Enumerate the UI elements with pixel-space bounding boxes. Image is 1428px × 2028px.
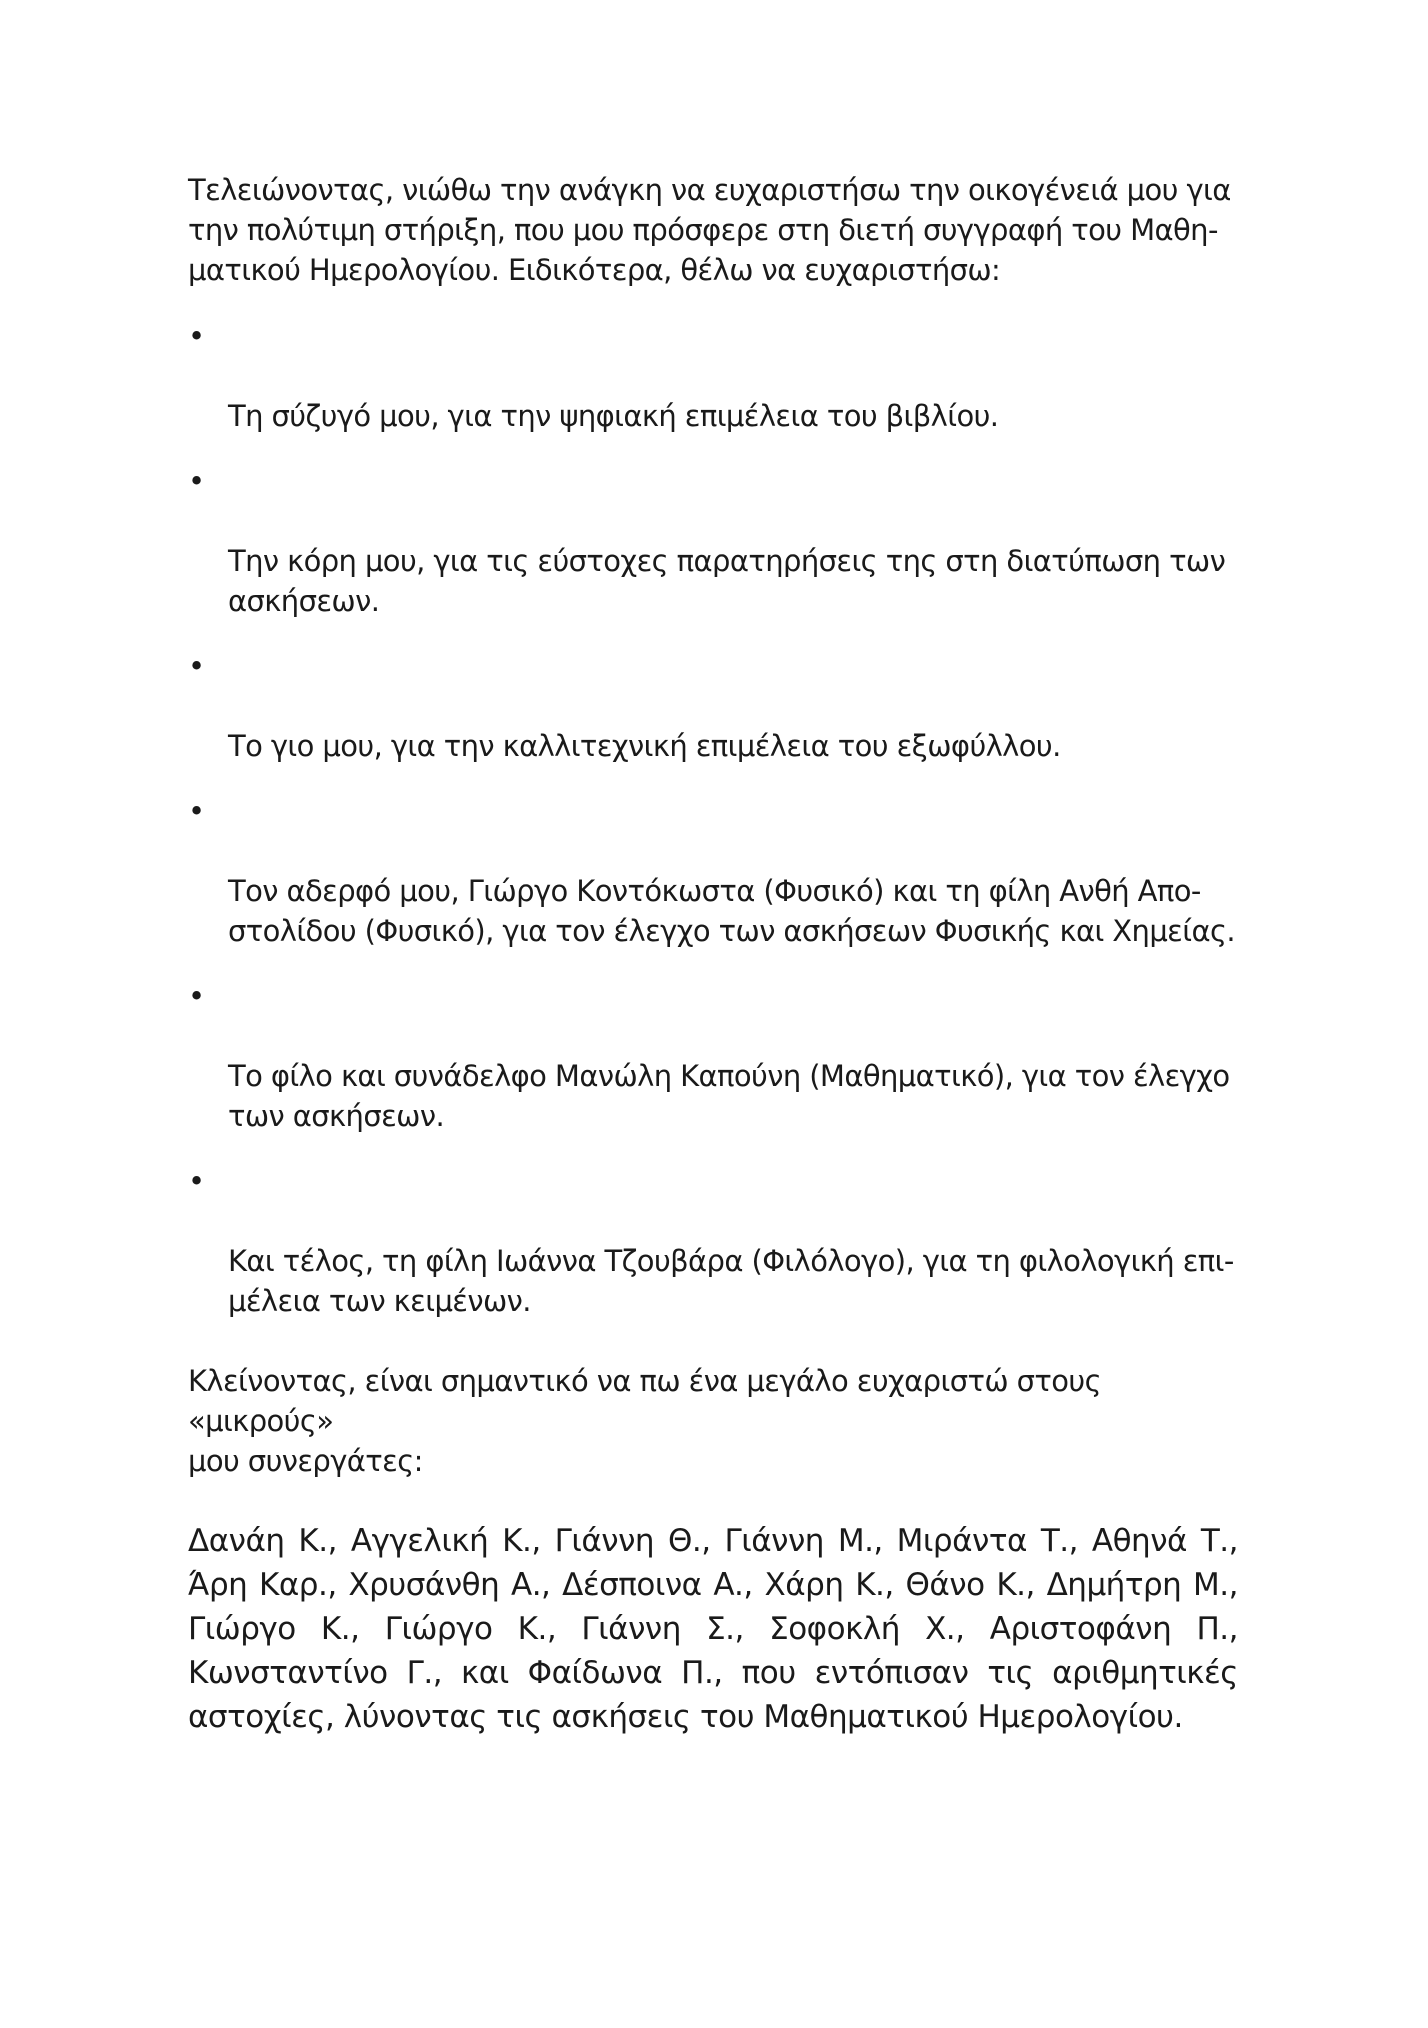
list-item-text: Και τέλος, τη φίλη Ιωάννα Τζουβάρα (Φιλόλογο), για τη φιλολογική επι- μέλεια των κειμένων. (228, 1244, 1234, 1318)
closing-paragraph: Κλείνοντας, είναι σημαντικό να πω ένα μεγάλο ευχαριστώ στους «μικρούς» μου συνεργάτες: (188, 1364, 1102, 1478)
list-item (188, 791, 1238, 951)
bullet-icon: • (188, 794, 205, 828)
list-item (188, 1161, 1238, 1321)
list-item-text: Το φίλο και συνάδελφο Μανώλη Καπούνη (Μαθηματικό), για τον έλεγχο των ασκήσεων. (228, 1059, 1230, 1133)
list-item-text: Τη σύζυγό μου, για την ψηφιακή επιμέλεια του βιβλίου. (228, 399, 999, 433)
document-page (188, 170, 1238, 1739)
list-item (188, 316, 1238, 436)
list-item (188, 976, 1238, 1136)
helpers-paragraph: Δανάη Κ., Αγγελική Κ., Γιάννη Θ., Γιάννη Μ., Μιράντα Τ., Αθηνά Τ., Άρη Καρ., Χρυσάνθη Α., Δέσποινα Α., Χάρη Κ., Θάνο Κ., Δημήτρη Μ., Γιώργο Κ., Γιώργο Κ., Γιάννη Σ., Σοφοκλή Χ., Αριστοφάνη Π., Κωνσταντίνο Γ., και Φαίδωνα Π., που εντόπισαν τις αριθμητικές αστοχίες, λύνοντας τις ασκήσεις του Μαθηματικού Ημερολογίου. (188, 1523, 1238, 1735)
bullet-icon: • (188, 649, 205, 683)
list-item-text: Το γιο μου, για την καλλιτεχνική επιμέλεια του εξωφύλλου. (228, 729, 1061, 763)
list-item (188, 646, 1238, 766)
list-item (188, 461, 1238, 621)
bullet-icon: • (188, 319, 205, 353)
list-item-text: Την κόρη μου, για τις εύστοχες παρατηρήσεις της στη διατύπωση των ασκήσεων. (228, 544, 1226, 618)
intro-paragraph: Τελειώνοντας, νιώθω την ανάγκη να ευχαριστήσω την οικογένειά μου για την πολύτιμη στήριξη, που μου πρόσφερε στη διετή συγγραφή του Μαθη- ματικού Ημερολογίου. Ειδικότερα, θέλω να ευχαριστήσω: (188, 173, 1231, 287)
bullet-icon: • (188, 464, 205, 498)
bullet-icon: • (188, 979, 205, 1013)
list-item-text: Τον αδερφό μου, Γιώργο Κοντόκωστα (Φυσικό) και τη φίλη Ανθή Απο- στολίδου (Φυσικό), για τον έλεγχο των ασκήσεων Φυσικής και Χημείας. (228, 874, 1236, 948)
bullet-icon: • (188, 1164, 205, 1198)
thanks-list (188, 316, 1238, 1321)
